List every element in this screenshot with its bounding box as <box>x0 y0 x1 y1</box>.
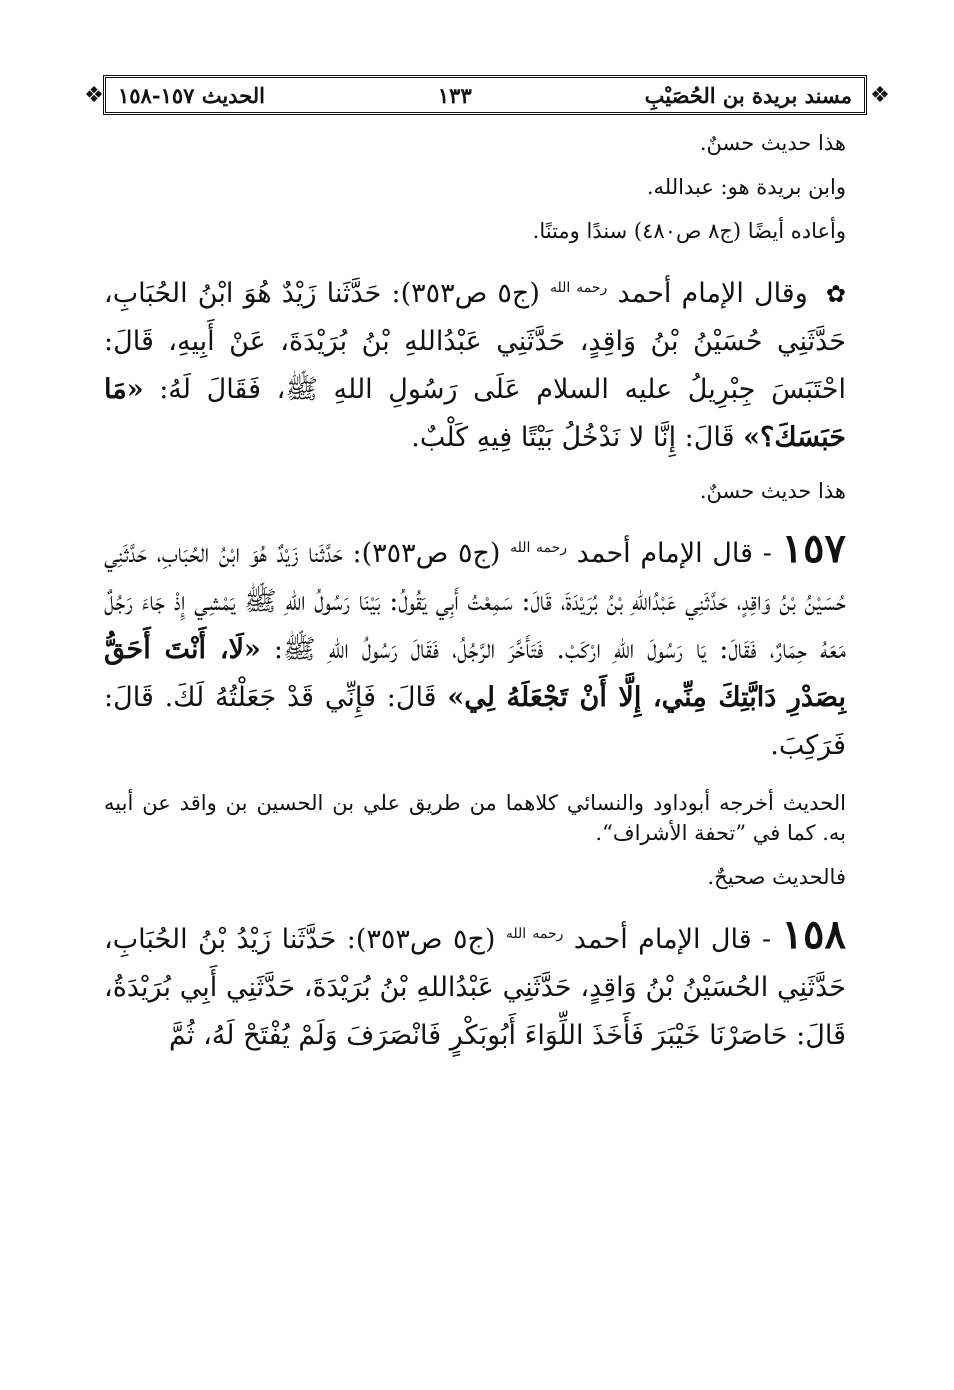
h157-text: (ج٥ ص٣٥٣): حَدَّثَنا زَيْدٌ هُوَ ابْنُ الحُبَابِ، حَدَّثَنِي حُسَيْنُ بْنُ وَاقِدٍ، حَدَّثَنِي عَبْدُاللهِ بْنُ بُرَيْدَةَ، قَالَ: سَمِعْتُ أَبِي يَقُولُ: بَيْنَا رَسُولُ اللهِ ﷺ يَمْشِي إِذْ جَاءَ رَجُلٌ مَعَهُ حِمَارٌ، فَقَالَ: يَا رَسُولَ اللهِ ارْكَبْ. فَتَأَخَّرَ الرَّجُلُ، فَقَالَ رَسُولُ اللهِ ﷺ: <box>104 538 846 665</box>
h157-intro: قال الإمام أحمد <box>576 538 754 569</box>
h158-honor: رحمه الله <box>505 926 564 942</box>
header-book-title: مسند بريدة بن الحُصَيْبِ <box>644 82 852 108</box>
entry-a-text: (ج٥ ص٣٥٣): حَدَّثَنا زَيْدٌ هُوَ ابْنُ الحُبَابِ، حَدَّثَنِي حُسَيْنُ بْنُ وَاقِدٍ، حَدَّثَنِي عَبْدُاللهِ بْنُ بُرَيْدَةَ، عَنْ أَبِيهِ، قَالَ: احْتَبَسَ جِبْرِيلُ عليه السلام عَلَى رَسُولِ اللهِ ﷺ، فَقَالَ لَهُ: <box>104 278 846 405</box>
header-ornament-icon: ❖ <box>870 82 890 108</box>
entry-a-grade: هذا حديث حسنٌ. <box>699 479 846 503</box>
narrator-note: وابن بريدة هو: عبدالله. <box>646 175 846 199</box>
h157-takhrij: الحديث أخرجه أبوداود والنسائي كلاهما من طريق علي بن الحسين بن واقد عن أبيه به. كما في ”تحفة الأشراف“. <box>104 791 846 845</box>
h157-quote: «لَا، أَنْتَ أَحَقُّ بِصَدْرِ دَابَّتِكَ مِنِّي، إِلَّا أَنْ تَجْعَلَهُ لِي» <box>104 634 846 713</box>
h158-intro: قال الإمام أحمد <box>573 924 752 955</box>
hadith-158 <box>104 910 846 1060</box>
hadith-number: ١٥٨ <box>781 911 846 958</box>
hadith-dash: - <box>762 924 772 955</box>
page-body <box>104 128 846 1060</box>
flower-icon: ✿ <box>825 280 846 308</box>
h157-honor: رحمه الله <box>510 540 567 556</box>
header-ornament-icon: ❖ <box>84 82 104 108</box>
hadith-dash: - <box>762 538 772 569</box>
running-header <box>103 75 867 115</box>
header-hadith-range: الحديث ١٥٧-١٥٨ <box>118 82 265 108</box>
entry-a-intro: وقال الإمام أحمد <box>617 278 808 309</box>
hadith-entry-a <box>104 264 846 462</box>
h157-grade: فالحديث صحيحٌ. <box>707 865 846 889</box>
header-page-number: ١٣٣ <box>437 82 472 108</box>
entry-a-quote: «مَا حَبَسَكَ؟» <box>104 374 846 453</box>
hadith-number: ١٥٧ <box>781 525 846 572</box>
grade-note: هذا حديث حسنٌ. <box>699 131 846 155</box>
h158-text: (ج٥ ص٣٥٣): حَدَّثَنا زَيْدُ بْنُ الحُبَابِ، حَدَّثَنِي الحُسَيْنُ بْنُ وَاقِدٍ، حَدَّثَنِي عَبْدُاللهِ بْنُ بُرَيْدَةَ، حَدَّثَنِي أَبِي بُرَيْدَةُ، قَالَ: حَاصَرْنَا خَيْبَرَ فَأَخَذَ اللِّوَاءَ أَبُوبَكْرٍ فَانْصَرَفَ وَلَمْ يُفْتَحْ لَهُ، ثُمَّ <box>104 924 846 1051</box>
h157-text-end: قَالَ: فَإِنِّي قَدْ جَعَلْتُهُ لَكَ. قَالَ: فَرَكِبَ. <box>104 682 846 761</box>
entry-a-text-end: قَالَ: إِنَّا لا نَدْخُلُ بَيْتًا فِيهِ كَلْبٌ. <box>411 422 735 453</box>
repeat-note: وأعاده أيضًا (ج٨ ص٤٨٠) سندًا ومتنًا. <box>532 219 846 243</box>
entry-a-honor: رحمه الله <box>550 280 608 296</box>
hadith-157 <box>104 524 846 770</box>
